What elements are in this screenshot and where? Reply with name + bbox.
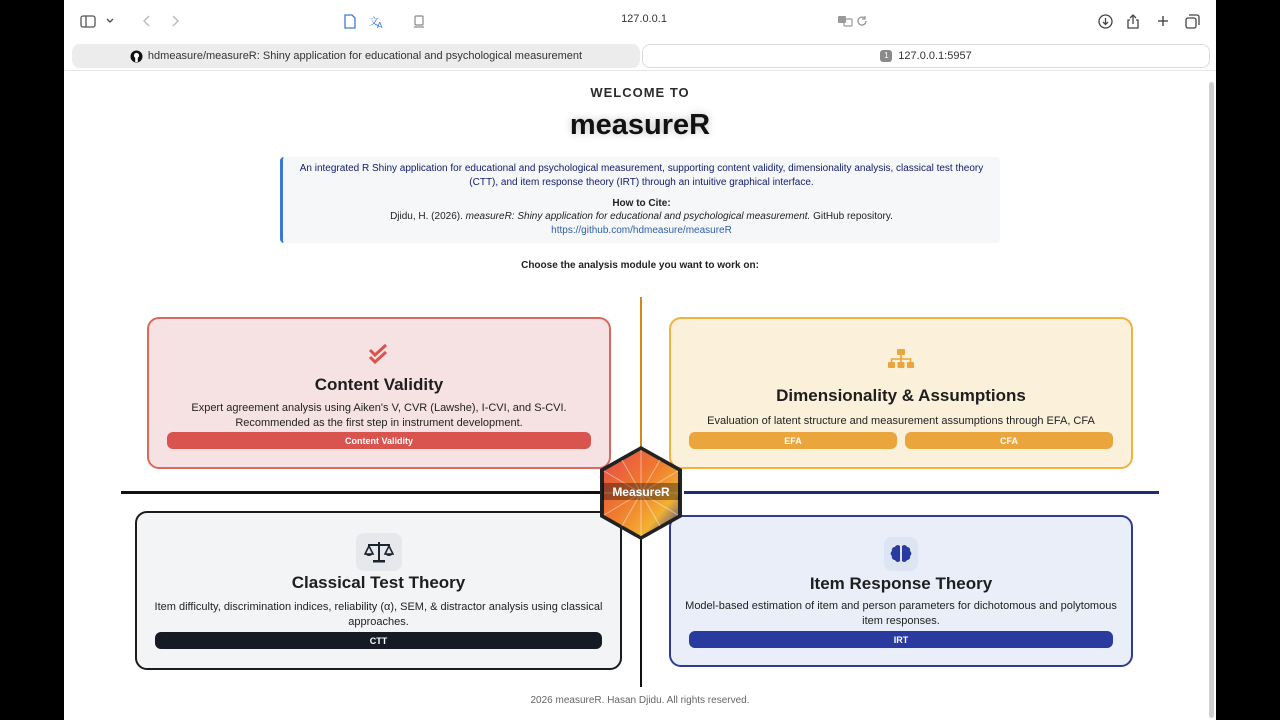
welcome-heading: WELCOME TO: [590, 85, 690, 100]
card-description: Model-based estimation of item and person parameters for dichotomous and polytomous item responses.: [685, 600, 1117, 627]
divider-vertical-bottom: [640, 535, 642, 687]
browser-window: [64, 0, 1216, 720]
about-box: [280, 157, 1000, 243]
tab-github[interactable]: [72, 44, 640, 68]
svg-text:文: 文: [369, 16, 379, 28]
app-description: An integrated R Shiny application for educational and psychological measurement, supporting content validity, dimensionality analysis, classical test theory (CTT), and item response theory (IRT) through an intuitive graphical interface.: [299, 163, 984, 188]
scrollbar[interactable]: [1209, 82, 1214, 718]
page-title: measureR: [569, 109, 711, 141]
reader-icon[interactable]: [409, 11, 429, 31]
citation: [283, 210, 1000, 224]
tab-overview-icon[interactable]: [1182, 11, 1202, 31]
cite-repo: GitHub repository.: [813, 211, 893, 222]
cite-heading: How to Cite:: [612, 198, 671, 209]
divider-vertical-top: [640, 297, 642, 447]
chevron-down-icon[interactable]: [100, 11, 120, 31]
forward-icon[interactable]: [165, 11, 185, 31]
content-validity-button[interactable]: Content Validity: [167, 432, 591, 449]
browser-toolbar: [64, 0, 1216, 41]
logo-text: MeasureR: [612, 485, 670, 499]
address-bar[interactable]: 127.0.0.1: [621, 13, 667, 25]
tab-label: hdmeasure/measureR: Shiny application for educational and psychological measurement: [147, 50, 583, 62]
card-title: Dimensionality & Assumptions: [776, 386, 1026, 405]
double-check-icon: [149, 344, 609, 364]
cite-title: measureR: Shiny application for educational and psychological measurement.: [465, 211, 811, 222]
ctt-button[interactable]: CTT: [155, 632, 602, 649]
hierarchy-icon: [671, 348, 1131, 370]
efa-button[interactable]: EFA: [689, 432, 897, 449]
new-tab-icon[interactable]: [1153, 11, 1173, 31]
sidebar-toggle-icon[interactable]: [78, 11, 98, 31]
card-dimensionality[interactable]: [669, 317, 1133, 469]
tab-bar: [64, 41, 1216, 71]
measurer-logo: [596, 444, 686, 542]
card-description: Expert agreement analysis using Aiken's V, CVR (Lawshe), I-CVI, and S-CVI. Recommended as the first step in instrument development.: [191, 402, 567, 429]
card-description: Evaluation of latent structure and measurement assumptions through EFA, CFA: [707, 415, 1095, 427]
translate-icon[interactable]: [367, 11, 387, 31]
footer-text: 2026 measureR. Hasan Djidu. All rights reserved.: [530, 695, 750, 706]
cfa-button[interactable]: CFA: [905, 432, 1113, 449]
divider-horizontal-left: [121, 491, 601, 494]
reload-icon[interactable]: [852, 11, 872, 31]
github-icon: [130, 50, 143, 63]
card-content-validity[interactable]: [147, 317, 611, 469]
download-icon[interactable]: [1095, 11, 1115, 31]
scale-balance-icon: [137, 533, 620, 571]
card-title: Classical Test Theory: [291, 573, 466, 592]
page-icon[interactable]: [340, 11, 360, 31]
card-title: Item Response Theory: [809, 574, 993, 593]
github-link[interactable]: https://github.com/hdmeasure/measureR: [551, 225, 732, 236]
cite-authors: Djidu, H. (2026).: [390, 211, 463, 222]
tab-number-badge: 1: [880, 50, 892, 62]
module-prompt: Choose the analysis module you want to work on:: [521, 260, 759, 271]
card-description: Item difficulty, discrimination indices, reliability (α), SEM, & distractor analysis using classical approaches.: [154, 601, 603, 628]
card-title: Content Validity: [314, 375, 444, 394]
brain-icon: [671, 537, 1131, 571]
back-icon[interactable]: [137, 11, 157, 31]
divider-horizontal-right: [684, 491, 1159, 494]
tab-label: 127.0.0.1:5957: [898, 50, 972, 62]
svg-text:A: A: [377, 20, 383, 29]
irt-button[interactable]: IRT: [689, 631, 1113, 648]
card-item-response-theory[interactable]: [669, 515, 1133, 667]
card-classical-test-theory[interactable]: [135, 511, 622, 670]
share-icon[interactable]: [1123, 11, 1143, 31]
tab-localhost[interactable]: [642, 44, 1210, 68]
